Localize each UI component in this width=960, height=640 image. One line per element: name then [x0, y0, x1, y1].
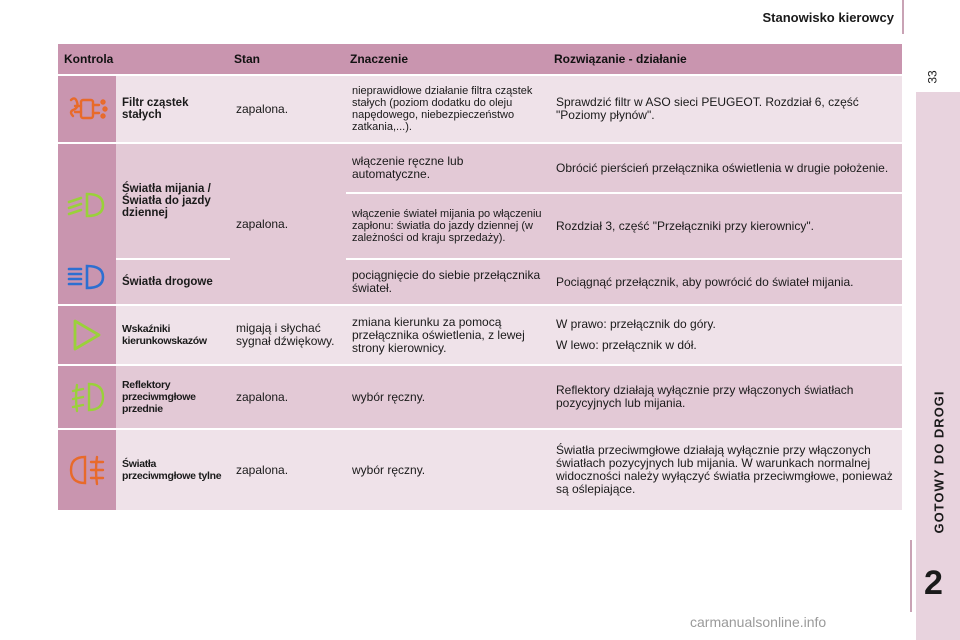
- table-row-icon-cell: [58, 306, 116, 364]
- row-divider: [346, 192, 902, 193]
- table-cell-state: zapalona.: [230, 76, 346, 142]
- table-cell-control: Reflektory przeciwmgłowe przednie: [116, 366, 230, 428]
- table-cell-meaning: wybór ręczny.: [346, 430, 550, 510]
- table-header: [58, 44, 902, 74]
- rear-fog-icon: [65, 452, 109, 488]
- side-tab: [916, 92, 960, 640]
- chapter-number: 2: [924, 564, 943, 602]
- header-divider: [902, 0, 904, 34]
- table-cell-action: Obrócić pierścień przełącznika oświetlenia w drugie położenie.: [550, 144, 902, 192]
- particle-filter-icon: [65, 92, 109, 126]
- table-cell-meaning: pociągnięcie do siebie przełącznika świateł.: [346, 260, 550, 304]
- column-header-state: Stan: [234, 52, 261, 66]
- warning-lamp-table: [58, 44, 902, 510]
- column-header-meaning: Znaczenie: [350, 52, 409, 66]
- table-cell-state: zapalona.: [230, 366, 346, 428]
- dipped-beam-icon: [65, 190, 109, 220]
- page-number: 33: [925, 70, 940, 84]
- column-header-control: Kontrola: [64, 52, 114, 66]
- turn-signal-icon: [69, 315, 105, 355]
- table-cell-control: Światła drogowe: [116, 260, 230, 304]
- watermark: carmanualsonline.info: [690, 614, 827, 630]
- table-cell-action: Światła przeciwmgłowe działają wyłącznie przy włączonych światłach pozycyjnych lub mijania. W warunkach normalnej widoczności należy wyłączyć światła przeciwmgłowe, ponieważ są oślepiające.: [550, 430, 902, 510]
- table-cell-meaning: włączenie ręczne lub automatyczne.: [346, 144, 550, 192]
- table-cell-state: zapalona.: [230, 430, 346, 510]
- table-row-icon-cell: [58, 76, 116, 142]
- table-cell-action: Sprawdzić filtr w ASO sieci PEUGEOT. Rozdział 6, część "Poziomy płynów".: [550, 76, 902, 142]
- table-cell-control: Filtr cząstek stałych: [116, 76, 230, 142]
- main-beam-icon: [65, 262, 109, 292]
- table-cell-meaning: włączenie świateł mijania po włączeniu zapłonu: światła do jazdy dziennej (w zależności od kraju sprzedaży).: [346, 194, 550, 258]
- action-right: W prawo: przełącznik do góry.: [556, 317, 716, 331]
- page-section-title: Stanowisko kierowcy: [762, 10, 894, 25]
- table-cell-action: [550, 306, 902, 364]
- table-cell-meaning: zmiana kierunku za pomocą przełącznika oświetlenia, z lewej strony kierownicy.: [346, 306, 550, 364]
- table-cell-meaning: nieprawidłowe działanie filtra cząstek stałych (poziom dodatku do oleju napędowego, niebezpieczeństwo zatkania,...).: [346, 76, 550, 142]
- table-cell-control: Światła przeciwmgłowe tylne: [116, 430, 230, 510]
- table-row-icon-cell: [58, 144, 116, 304]
- row-divider: [346, 258, 902, 259]
- table-cell-state: zapalona.: [230, 144, 346, 304]
- table-row-icon-cell: [58, 430, 116, 510]
- table-cell-control: Wskaźniki kierunkowskazów: [116, 306, 230, 364]
- table-cell-meaning: wybór ręczny.: [346, 366, 550, 428]
- table-cell-state: migają i słychać sygnał dźwiękowy.: [230, 306, 346, 364]
- side-divider: [910, 540, 912, 612]
- column-header-action: Rozwiązanie - działanie: [554, 52, 687, 66]
- chapter-label: GOTOWY DO DROGI: [931, 390, 947, 534]
- table-row-icon-cell: [58, 366, 116, 428]
- action-left: W lewo: przełącznik w dół.: [556, 338, 697, 352]
- table-cell-action: Pociągnąć przełącznik, aby powrócić do świateł mijania.: [550, 260, 902, 304]
- front-fog-icon: [65, 379, 109, 415]
- table-cell-action: Reflektory działają wyłącznie przy włączonych światłach pozycyjnych lub mijania.: [550, 366, 902, 428]
- table-cell-action: Rozdział 3, część "Przełączniki przy kierownicy".: [550, 194, 902, 258]
- table-cell-control: Światła mijania / Światła do jazdy dziennej: [116, 144, 230, 258]
